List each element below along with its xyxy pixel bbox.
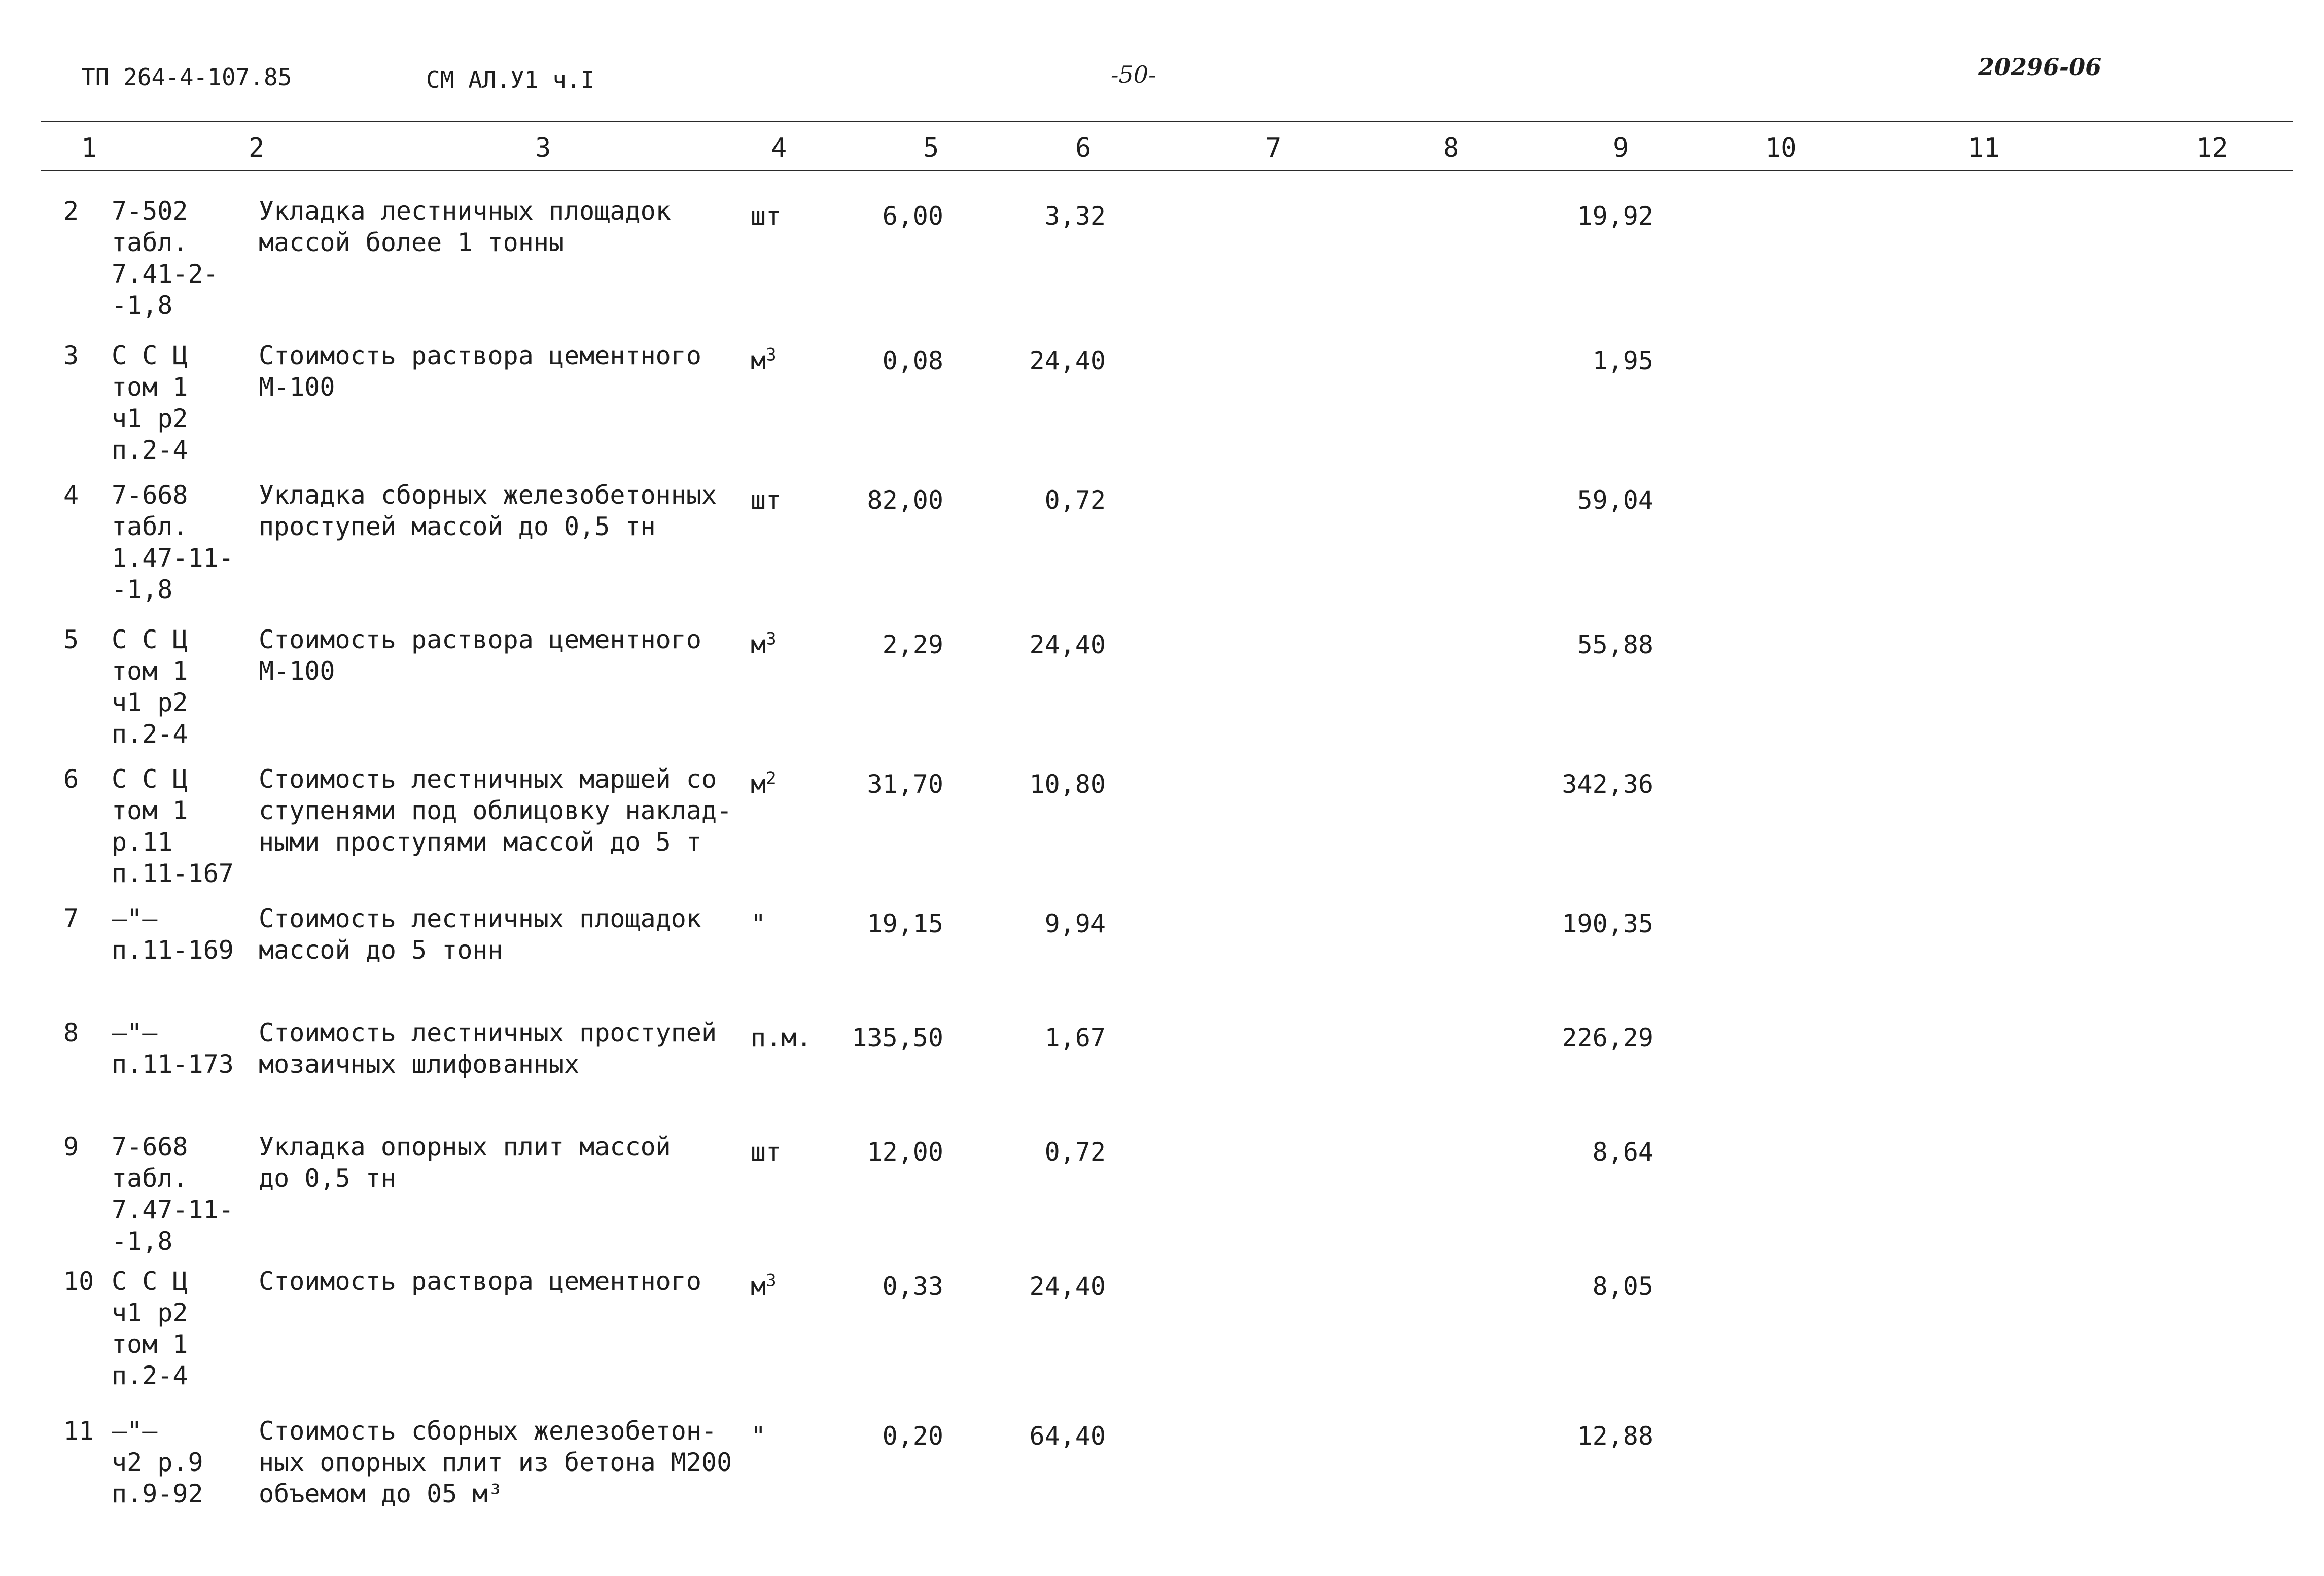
rate-reference: п.11-173 <box>112 1049 234 1079</box>
unit-exponent: 3 <box>766 1270 777 1291</box>
row-number: 4 <box>63 480 79 510</box>
rate-reference: С С Ц <box>112 764 188 794</box>
unit: " <box>751 1421 766 1451</box>
rate-reference: п.2-4 <box>112 435 188 465</box>
work-description: Укладка сборных железобетонных <box>259 480 717 510</box>
work-description: мозаичных шлифованных <box>259 1049 580 1079</box>
quantity: 0,20 <box>882 1421 943 1451</box>
rate-reference: ч1 р2 <box>112 688 188 717</box>
total-cost: 226,29 <box>1562 1023 1653 1053</box>
doc-code: ТП 264-4-107.85 <box>81 63 292 91</box>
rate-reference: том 1 <box>112 796 188 825</box>
page-number: -50- <box>1111 61 1156 88</box>
unit-price: 0,72 <box>1044 485 1106 515</box>
unit-price: 3,32 <box>1044 201 1106 231</box>
unit-price: 0,72 <box>1044 1137 1106 1167</box>
work-description: массой до 5 тонн <box>259 935 503 965</box>
column-number-10: 10 <box>1765 133 1797 163</box>
unit-price: 24,40 <box>1029 630 1106 659</box>
work-description: М-100 <box>259 656 335 686</box>
rate-reference: ч1 р2 <box>112 1298 188 1327</box>
work-description: М-100 <box>259 372 335 402</box>
rate-reference: —"— <box>112 904 158 933</box>
row-number: 5 <box>63 625 79 654</box>
row-number: 7 <box>63 904 79 933</box>
column-number-8: 8 <box>1443 133 1459 163</box>
rate-reference: 7-668 <box>112 1132 188 1162</box>
unit-price: 9,94 <box>1044 909 1106 938</box>
unit: " <box>751 909 766 938</box>
work-description: объемом до 05 м³ <box>259 1479 503 1509</box>
doc-id: 20296-06 <box>1978 53 2102 81</box>
work-description: Стоимость раствора цементного <box>259 625 701 654</box>
work-description: Стоимость сборных железобетон- <box>259 1416 717 1446</box>
rate-reference: 7.41-2- <box>112 259 219 289</box>
unit: шт <box>751 485 782 515</box>
work-description: Стоимость лестничных проступей <box>259 1018 717 1047</box>
unit: п.м. <box>751 1023 812 1053</box>
rate-reference: табл. <box>112 1164 188 1193</box>
rate-reference: С С Ц <box>112 625 188 654</box>
work-description: Укладка лестничных площадок <box>259 196 671 226</box>
rate-reference: -1,8 <box>112 1227 173 1256</box>
quantity: 82,00 <box>867 485 943 515</box>
row-number: 10 <box>63 1267 94 1296</box>
unit-exponent: 3 <box>766 344 777 365</box>
row-number: 9 <box>63 1132 79 1162</box>
work-description: Стоимость раствора цементного <box>259 341 701 370</box>
column-number-1: 1 <box>81 133 97 163</box>
rate-reference: С С Ц <box>112 1267 188 1296</box>
rate-reference: том 1 <box>112 372 188 402</box>
work-description: Стоимость лестничных маршей со <box>259 764 717 794</box>
rate-reference: п.2-4 <box>112 1361 188 1390</box>
rate-reference: -1,8 <box>112 291 173 320</box>
work-description: ных опорных плит из бетона М200 <box>259 1448 732 1477</box>
unit: $м^3$ <box>751 344 777 375</box>
work-description: ступенями под облицовку наклад- <box>259 796 732 825</box>
rate-reference: р.11 <box>112 827 173 857</box>
quantity: 0,08 <box>882 346 943 375</box>
column-number-7: 7 <box>1265 133 1282 163</box>
column-number-4: 4 <box>771 133 787 163</box>
column-number-3: 3 <box>535 133 551 163</box>
rate-reference: том 1 <box>112 656 188 686</box>
doc-section: СМ АЛ.У1 ч.I <box>426 66 595 93</box>
row-number: 6 <box>63 764 79 794</box>
work-description: Стоимость раствора цементного <box>259 1267 701 1296</box>
work-description: ными проступями массой до 5 т <box>259 827 701 857</box>
total-cost: 8,64 <box>1592 1137 1653 1167</box>
unit: шт <box>751 1137 782 1167</box>
unit-price: 24,40 <box>1029 1272 1106 1301</box>
unit-price: 10,80 <box>1029 769 1106 799</box>
row-number: 8 <box>63 1018 79 1047</box>
work-description: Укладка опорных плит массой <box>259 1132 671 1162</box>
total-cost: 59,04 <box>1577 485 1653 515</box>
rate-reference: —"— <box>112 1018 158 1047</box>
rate-reference: -1,8 <box>112 575 173 604</box>
work-description: Стоимость лестничных площадок <box>259 904 701 933</box>
rate-reference: 7-668 <box>112 480 188 510</box>
total-cost: 190,35 <box>1562 909 1653 938</box>
total-cost: 55,88 <box>1577 630 1653 659</box>
header-bottom-rule <box>41 170 2293 171</box>
unit: $м^3$ <box>751 628 777 659</box>
rate-reference: —"— <box>112 1416 158 1446</box>
rate-reference: п.11-169 <box>112 935 234 965</box>
unit-exponent: 2 <box>766 768 777 789</box>
column-number-5: 5 <box>923 133 939 163</box>
rate-reference: С С Ц <box>112 341 188 370</box>
rate-reference: п.9-92 <box>112 1479 203 1509</box>
total-cost: 8,05 <box>1592 1272 1653 1301</box>
work-description: массой более 1 тонны <box>259 228 565 257</box>
unit-price: 1,67 <box>1044 1023 1106 1053</box>
unit: $м^2$ <box>751 768 777 799</box>
column-number-6: 6 <box>1075 133 1091 163</box>
rate-reference: ч1 р2 <box>112 404 188 433</box>
unit-price: 24,40 <box>1029 346 1106 375</box>
unit: $м^3$ <box>751 1270 777 1301</box>
header-top-rule <box>41 121 2293 122</box>
row-number: 3 <box>63 341 79 370</box>
rate-reference: п.2-4 <box>112 719 188 749</box>
rate-reference: п.11-167 <box>112 859 234 888</box>
column-number-2: 2 <box>249 133 265 163</box>
total-cost: 19,92 <box>1577 201 1653 231</box>
quantity: 2,29 <box>882 630 943 659</box>
rate-reference: 1.47-11- <box>112 543 234 573</box>
column-number-11: 11 <box>1968 133 2000 163</box>
column-number-9: 9 <box>1613 133 1629 163</box>
total-cost: 12,88 <box>1577 1421 1653 1451</box>
quantity: 135,50 <box>852 1023 943 1053</box>
quantity: 12,00 <box>867 1137 943 1167</box>
work-description: проступей массой до 0,5 тн <box>259 512 656 541</box>
quantity: 6,00 <box>882 201 943 231</box>
rate-reference: 7-502 <box>112 196 188 226</box>
work-description: до 0,5 тн <box>259 1164 396 1193</box>
total-cost: 1,95 <box>1592 346 1653 375</box>
quantity: 31,70 <box>867 769 943 799</box>
total-cost: 342,36 <box>1562 769 1653 799</box>
quantity: 0,33 <box>882 1272 943 1301</box>
unit-exponent: 3 <box>766 628 777 649</box>
quantity: 19,15 <box>867 909 943 938</box>
rate-reference: том 1 <box>112 1329 188 1359</box>
row-number: 11 <box>63 1416 94 1446</box>
column-number-12: 12 <box>2196 133 2228 163</box>
unit: шт <box>751 201 782 231</box>
rate-reference: ч2 р.9 <box>112 1448 203 1477</box>
rate-reference: табл. <box>112 512 188 541</box>
rate-reference: 7.47-11- <box>112 1195 234 1224</box>
row-number: 2 <box>63 196 79 226</box>
unit-price: 64,40 <box>1029 1421 1106 1451</box>
rate-reference: табл. <box>112 228 188 257</box>
